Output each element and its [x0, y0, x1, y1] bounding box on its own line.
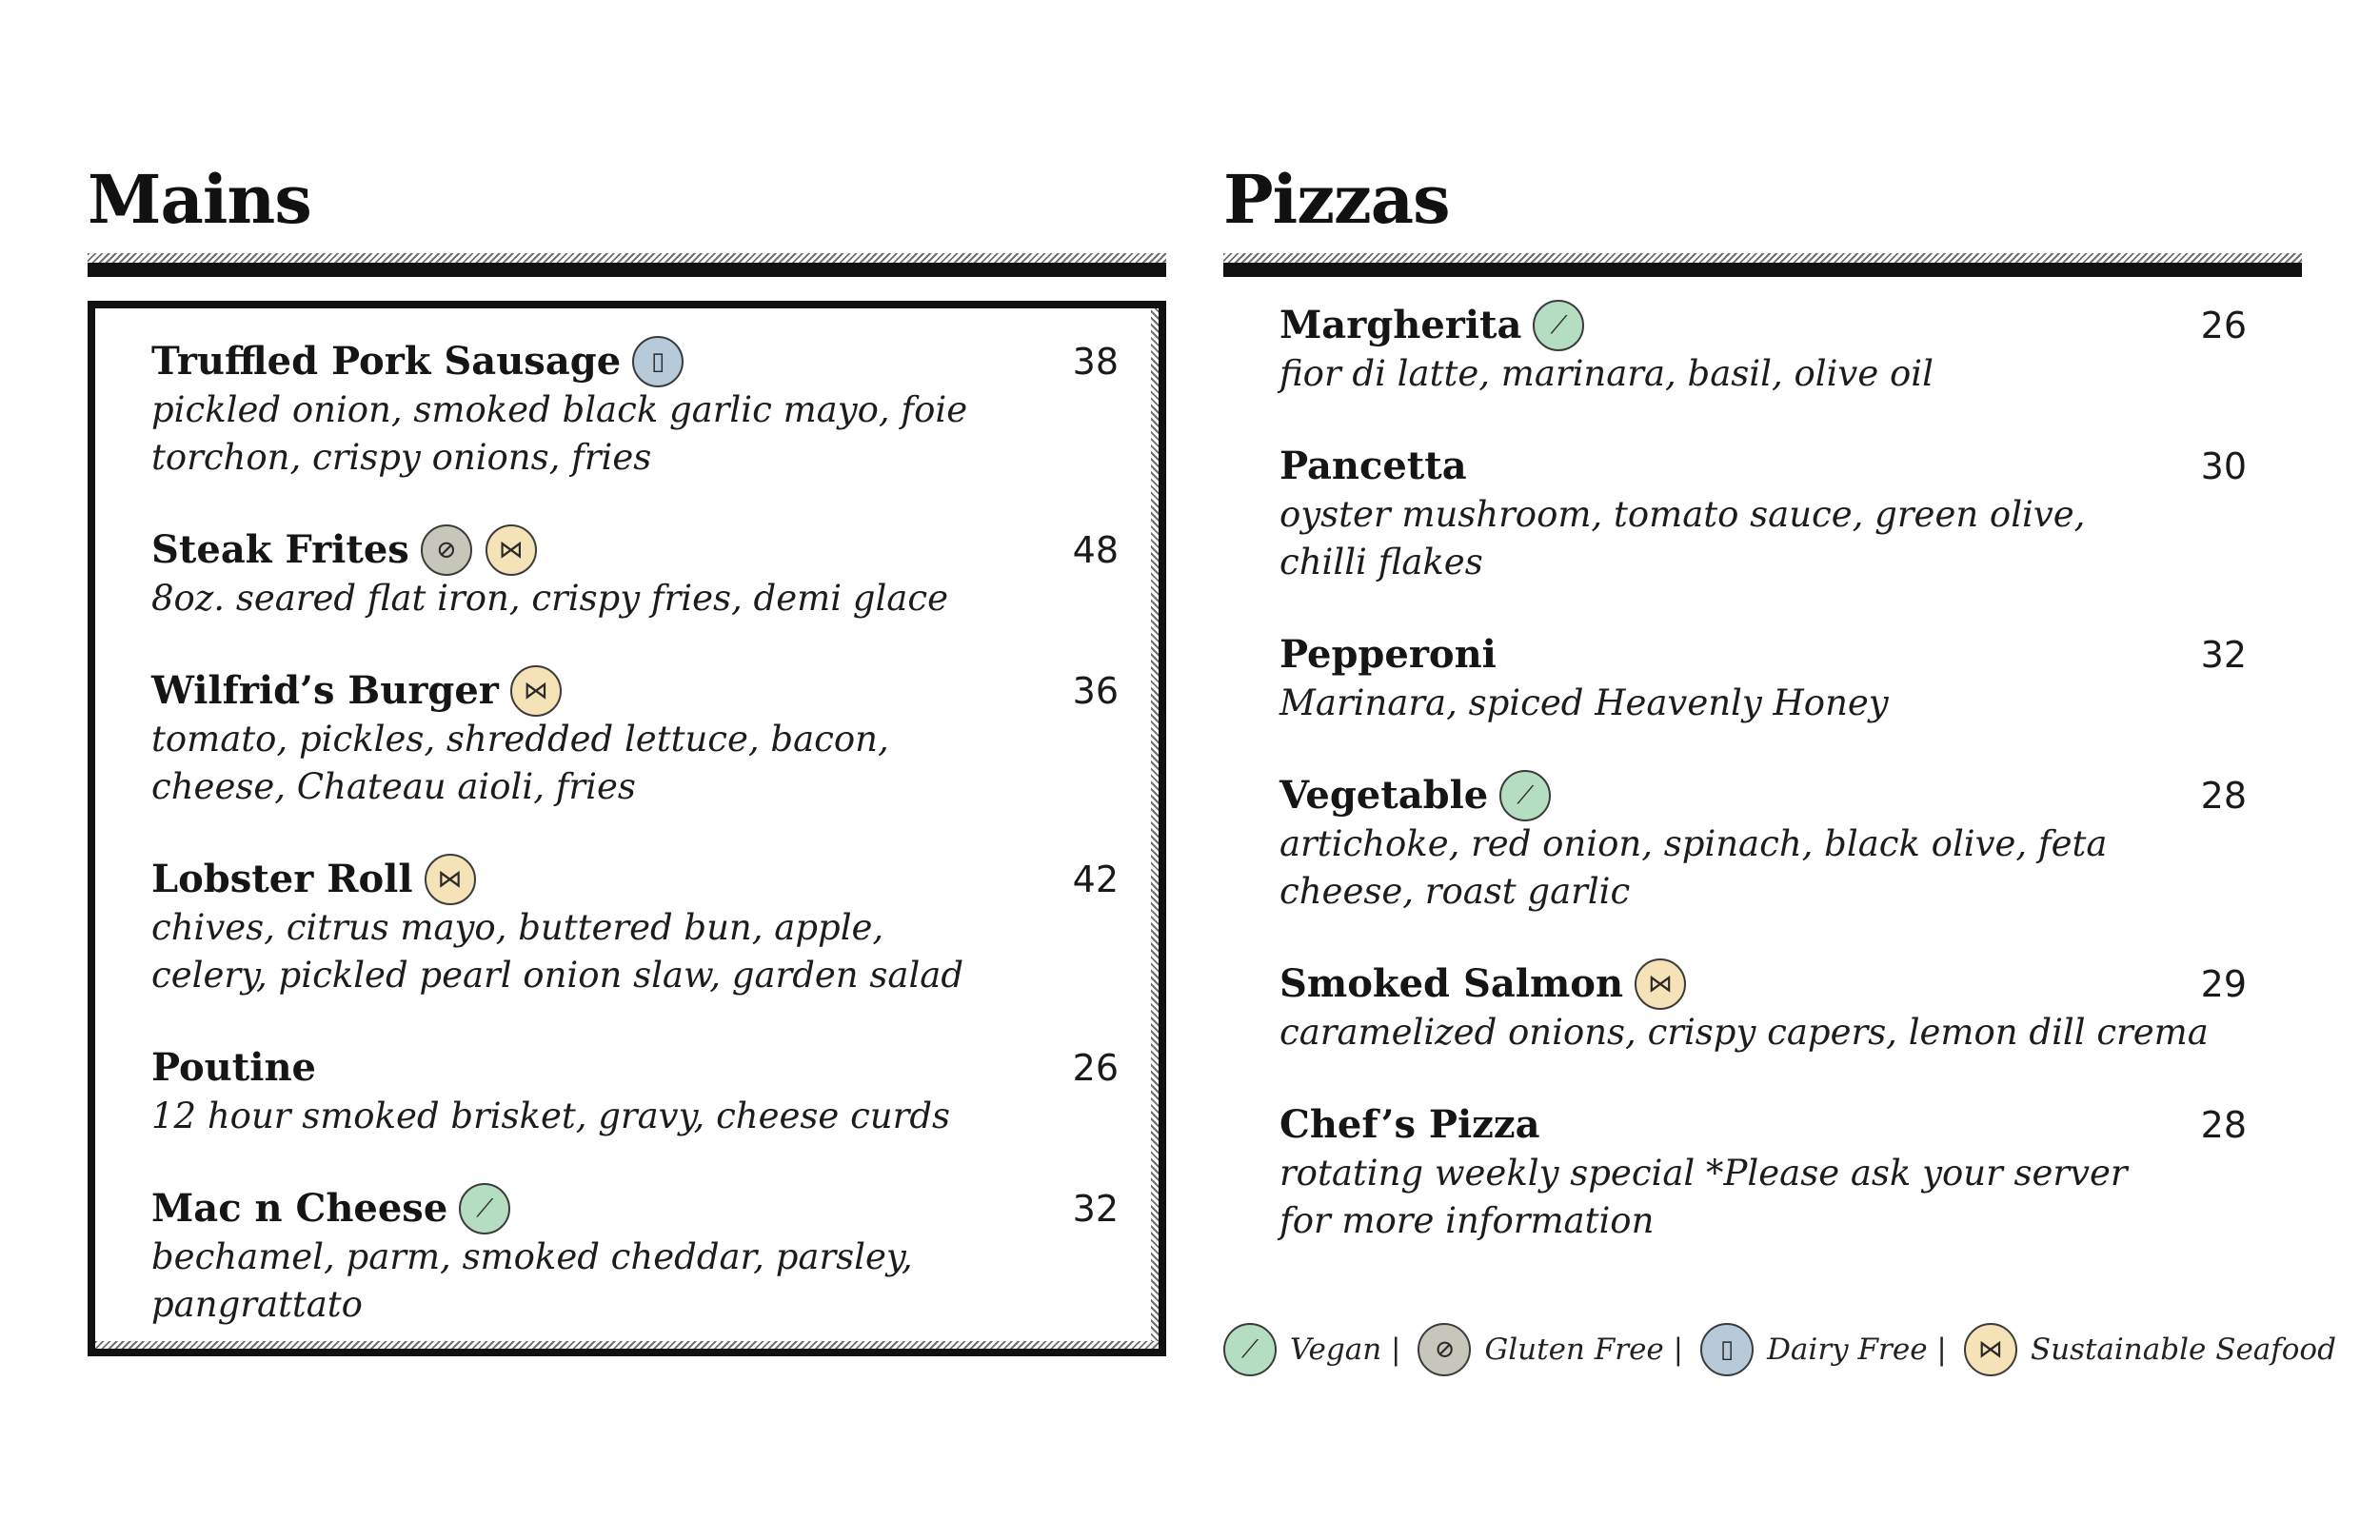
mains-rule — [88, 263, 1166, 277]
menu-item-header — [1279, 1095, 2247, 1155]
dietary-badges — [632, 336, 697, 387]
menu-item-price: 32 — [2200, 634, 2247, 676]
menu-item-header — [1279, 624, 2247, 685]
menu-item — [151, 849, 1119, 999]
menu-item-price: 36 — [1072, 670, 1119, 712]
menu-item-description: artichoke, red onion, spinach, black olive, feta cheese, roast garlic — [1279, 823, 2108, 912]
dietary-badges — [1635, 958, 1699, 1010]
dietary-legend — [1223, 1323, 2353, 1376]
menu-item — [151, 520, 1119, 622]
legend-label-gluten-free: Gluten Free | — [1484, 1333, 1684, 1367]
mains-title: Mains — [88, 160, 311, 239]
milk-carton-icon: ▯ — [632, 336, 684, 387]
menu-item-price: 26 — [2200, 305, 2247, 346]
menu-item-name: Smoked Salmon — [1279, 961, 1624, 1006]
menu-item — [151, 1037, 1119, 1140]
menu-item-name: Margherita — [1279, 303, 1522, 347]
menu-item-price: 28 — [2200, 775, 2247, 817]
menu-item-header — [151, 520, 1119, 581]
dietary-badges — [425, 854, 489, 905]
fish-icon: ⋈ — [510, 665, 562, 717]
menu-item — [1279, 1095, 2247, 1245]
carrot-icon: ⟋ — [1533, 300, 1584, 351]
menu-item-description: bechamel, parm, smoked cheddar, parsley, pangrattato — [151, 1236, 913, 1325]
menu-item-name: Steak Frites — [151, 527, 409, 572]
dietary-badges — [421, 524, 550, 576]
menu-item — [151, 661, 1119, 811]
wheat-icon: ⊘ — [1418, 1323, 1471, 1376]
menu-item-header — [1279, 954, 2247, 1015]
menu-item-name: Chef’s Pizza — [1279, 1102, 1540, 1147]
dietary-badges — [459, 1183, 524, 1234]
fish-icon: ⋈ — [1964, 1323, 2017, 1376]
menu-item-price: 29 — [2200, 963, 2247, 1005]
dietary-badges — [1533, 300, 1597, 351]
menu-item-name: Pancetta — [1279, 444, 1467, 488]
fish-icon: ⋈ — [486, 524, 537, 576]
menu-item-price: 48 — [1072, 529, 1119, 571]
menu-item — [1279, 765, 2247, 916]
menu-item-description: chives, citrus mayo, buttered bun, apple, celery, pickled pearl onion slaw, garden salad — [151, 907, 964, 996]
dietary-badges — [510, 665, 575, 717]
menu-item-name: Lobster Roll — [151, 857, 413, 901]
menu-item-name: Mac n Cheese — [151, 1186, 448, 1231]
menu-item-description: rotating weekly special *Please ask your server for more information — [1279, 1153, 2128, 1241]
legend-label-dairy-free: Dairy Free | — [1767, 1333, 1947, 1367]
menu-item — [1279, 295, 2247, 398]
menu-item-price: 28 — [2200, 1104, 2247, 1146]
menu-item-price: 30 — [2200, 445, 2247, 487]
menu-item-name: Vegetable — [1279, 773, 1489, 818]
menu-item-price: 38 — [1072, 341, 1119, 383]
menu-item-description: pickled onion, smoked black garlic mayo, foie torchon, crispy onions, fries — [151, 389, 968, 478]
carrot-icon: ⟋ — [1223, 1323, 1277, 1376]
menu-item-header — [151, 661, 1119, 721]
menu-item-description: oyster mushroom, tomato sauce, green olive, chilli flakes — [1279, 494, 2086, 582]
menu-item-header — [1279, 765, 2247, 826]
carrot-icon: ⟋ — [459, 1183, 510, 1234]
mains-box — [88, 301, 1166, 1356]
pizzas-hatched-rule — [1223, 253, 2302, 263]
menu-item-header — [151, 849, 1119, 910]
menu-item-description: tomato, pickles, shredded lettuce, bacon, cheese, Chateau aioli, fries — [151, 719, 889, 807]
menu-item-description: caramelized onions, crispy capers, lemon dill crema — [1279, 1012, 2209, 1053]
carrot-icon: ⟋ — [1499, 770, 1551, 821]
milk-carton-icon: ▯ — [1700, 1323, 1754, 1376]
fish-icon: ⋈ — [1635, 958, 1686, 1010]
menu-item-description: 12 hour smoked brisket, gravy, cheese curds — [151, 1096, 950, 1136]
menu-item-price: 42 — [1072, 859, 1119, 900]
fish-icon: ⋈ — [425, 854, 476, 905]
menu-item-description: fior di latte, marinara, basil, olive oil — [1279, 353, 1934, 394]
pizzas-title: Pizzas — [1223, 160, 1450, 239]
menu-item-description: 8oz. seared flat iron, crispy fries, demi glace — [151, 578, 948, 619]
menu-item-description: Marinara, spiced Heavenly Honey — [1279, 682, 1889, 723]
mains-hatched-rule — [88, 253, 1166, 263]
dietary-badges — [1499, 770, 1564, 821]
menu-item-header — [1279, 295, 2247, 356]
wheat-icon: ⊘ — [421, 524, 472, 576]
menu-item — [1279, 624, 2247, 727]
menu-item-header — [151, 1178, 1119, 1239]
pizzas-rule — [1223, 263, 2302, 277]
menu-item-name: Pepperoni — [1279, 632, 1497, 677]
menu-item-price: 32 — [1072, 1188, 1119, 1230]
menu-item-header — [151, 331, 1119, 392]
menu-item-price: 26 — [1072, 1047, 1119, 1089]
menu-item-name: Poutine — [151, 1045, 316, 1090]
menu-item-name: Wilfrid’s Burger — [151, 668, 499, 713]
menu-item — [1279, 954, 2247, 1056]
menu-item — [151, 331, 1119, 482]
menu-item-header — [151, 1037, 1119, 1098]
legend-label-vegan: Vegan | — [1290, 1333, 1401, 1367]
menu-item-name: Truffled Pork Sausage — [151, 339, 622, 384]
menu-item — [1279, 436, 2247, 586]
menu-item — [151, 1178, 1119, 1329]
legend-label-seafood: Sustainable Seafood — [2030, 1333, 2336, 1367]
menu-item-header — [1279, 436, 2247, 497]
